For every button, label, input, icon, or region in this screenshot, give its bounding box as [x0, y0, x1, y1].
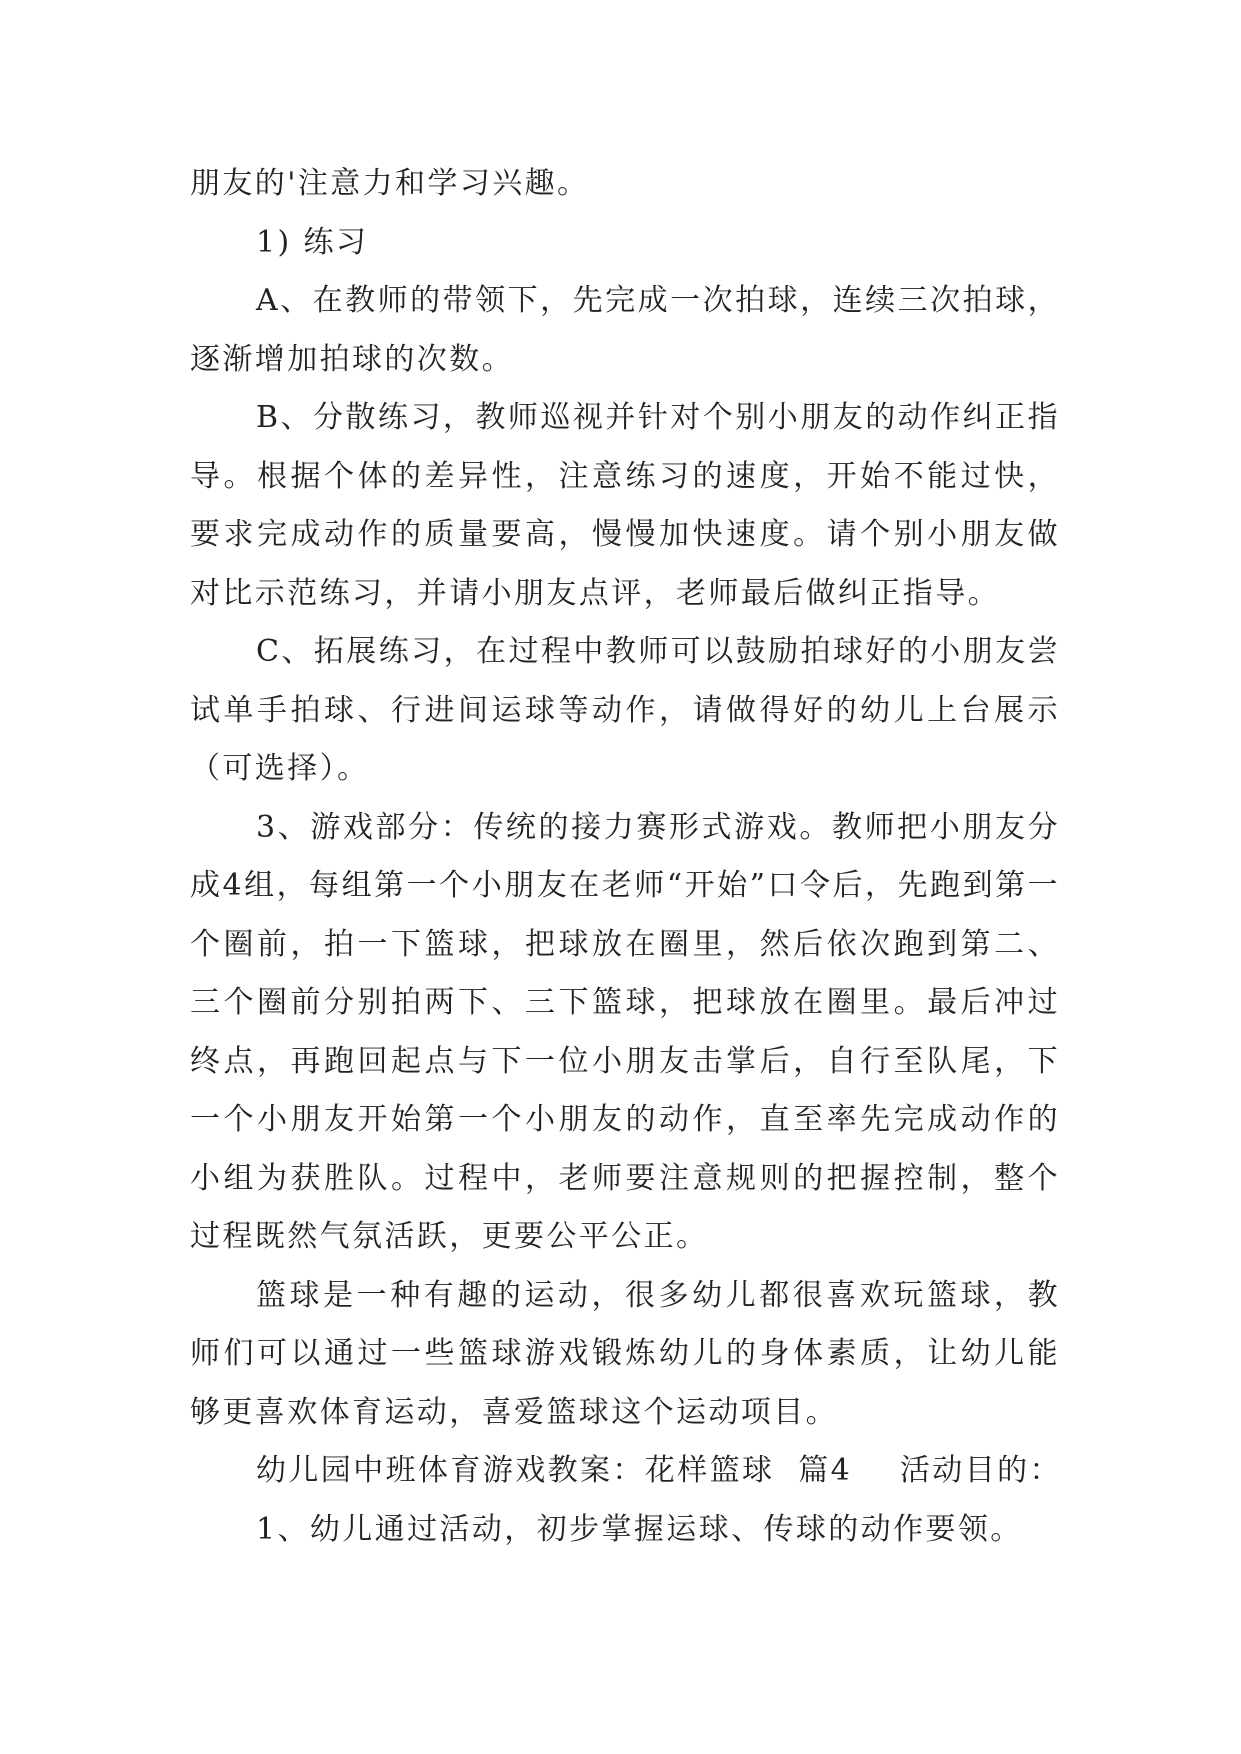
paragraph: 1、幼儿通过活动，初步掌握运球、传球的动作要领。 [256, 1511, 1023, 1547]
paragraph: 3、游戏部分：传统的接力赛形式游戏。教师把小朋友分成4组，每组第一个小朋友在老师“开始”口令后，先跑到第一个圈前，拍一下篮球，把球放在圈里，然后依次跑到第二、三个圈前分别拍两下、三下篮球，把球放在圈里。最后冲过终点，再跑回起点与下一位小朋友击掌后，自行至队尾，下一个小朋友开始第一个小朋友的动作，直至率先完成动作的小组为获胜队。过程中，老师要注意规则的把握控制，整个过程既然气氛活跃，更要公平公正。 [190, 809, 1060, 1254]
paragraph: A、在教师的带领下，先完成一次拍球，连续三次拍球，逐渐增加拍球的次数。 [190, 283, 1060, 377]
paragraph: 篮球是一种有趣的运动，很多幼儿都很喜欢玩篮球，教师们可以通过一些篮球游戏锻炼幼儿的身体素质，让幼儿能够更喜欢体育运动，喜爱篮球这个运动项目。 [190, 1277, 1060, 1430]
paragraph: 朋友的'注意力和学习兴趣。 [190, 166, 590, 201]
paragraph: 1) 练习 [256, 224, 369, 260]
document-body [190, 155, 1060, 1559]
paragraph: C、拓展练习，在过程中教师可以鼓励拍球好的小朋友尝试单手拍球、行进间运球等动作，请做得好的幼儿上台展示（可选择）。 [190, 634, 1060, 786]
paragraph: B、分散练习，教师巡视并针对个别小朋友的动作纠正指导。根据个体的差异性，注意练习的速度，开始不能过快，要求完成动作的质量要高，慢慢加快速度。请个别小朋友做对比示范练习，并请小朋友点评，老师最后做纠正指导。 [190, 400, 1060, 611]
section-heading: 幼儿园中班体育游戏教案：花样篮球 篇4 活动目的： [256, 1453, 1062, 1488]
